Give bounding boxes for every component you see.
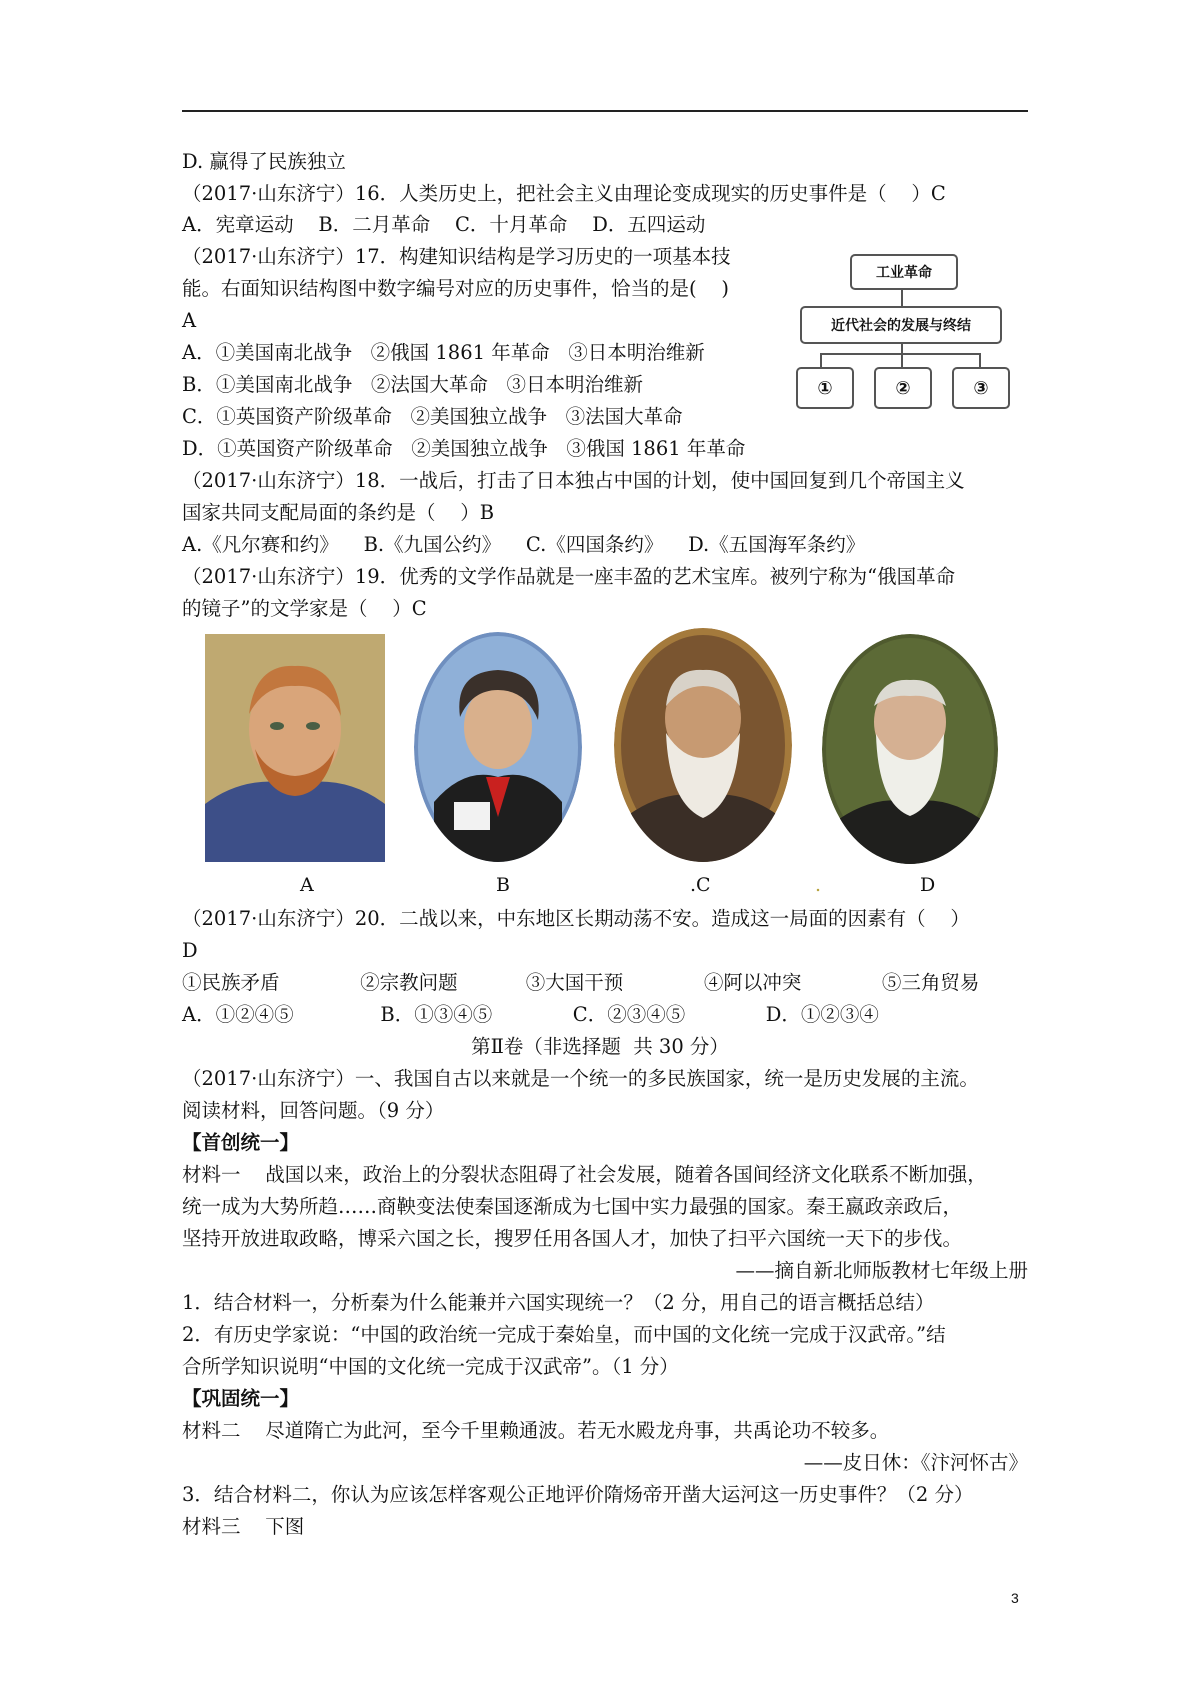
text-line: 1．结合材料一，分析秦为什么能兼并六国实现统一？（2 分，用自己的语言概括总结） xyxy=(182,1291,935,1314)
portrait-label-d: D xyxy=(920,874,936,896)
portrait-darwin xyxy=(822,634,998,864)
knowledge-structure-diagram xyxy=(790,254,1010,426)
portrait-label-c: .C xyxy=(690,874,711,896)
diagram-top-box: 工业革命 xyxy=(850,254,958,290)
source-citation: ——摘自新北师版教材七年级上册 xyxy=(735,1259,1028,1282)
portrait-label-a: A xyxy=(300,874,314,896)
diagram-box-1: ① xyxy=(796,367,854,409)
text-line: （2017·山东济宁）20．二战以来，中东地区长期动荡不安。造成这一局面的因素有（ ） xyxy=(182,907,970,930)
diagram-box-3: ③ xyxy=(952,367,1010,409)
text-line: （2017·山东济宁）17．构建知识结构是学习历史的一项基本技 xyxy=(182,245,731,268)
text-line: 合所学知识说明“中国的文化统一完成于汉武帝”。（1 分） xyxy=(182,1355,679,1378)
section-title: 第Ⅱ卷（非选择题 共 30 分） xyxy=(471,1035,729,1058)
text-line: 2．有历史学家说：“中国的政治统一完成于秦始皇，而中国的文化统一完成于汉武帝。”结 xyxy=(182,1323,946,1346)
text-line: （2017·山东济宁）18．一战后，打击了日本独占中国的计划，使中国回复到几个帝国主义 xyxy=(182,469,965,492)
diagram-connector xyxy=(901,353,903,367)
text-line: 的镜子”的文学家是（ ）C xyxy=(182,597,427,620)
portrait-label-dot: . xyxy=(815,874,822,896)
text-line: 能。右面知识结构图中数字编号对应的历史事件，恰当的是( ) xyxy=(182,277,730,300)
diagram-connector xyxy=(901,288,903,306)
text-line: C．①英国资产阶级革命 ②美国独立战争 ③法国大革命 xyxy=(182,405,683,428)
text-line: D. 赢得了民族独立 xyxy=(182,150,346,173)
text-line: 材料三 下图 xyxy=(182,1515,305,1538)
text-line: A xyxy=(182,309,197,332)
page-number: 3 xyxy=(1011,1590,1019,1606)
diagram-box-2: ② xyxy=(874,367,932,409)
portrait-label-b: B xyxy=(496,874,510,896)
text-line: D xyxy=(182,939,198,962)
diagram-middle-box: 近代社会的发展与终结 xyxy=(800,306,1002,344)
text-line: 3．结合材料二，你认为应该怎样客观公正地评价隋炀帝开凿大运河这一历史事件？（2 分） xyxy=(182,1483,974,1506)
text-line: D．①英国资产阶级革命 ②美国独立战争 ③俄国 1861 年革命 xyxy=(182,437,746,460)
text-line: 阅读材料，回答问题。（9 分） xyxy=(182,1099,445,1122)
text-line: （2017·山东济宁）一、我国自古以来就是一个统一的多民族国家，统一是历史发展的主流。 xyxy=(182,1067,979,1090)
text-line: A．①②④⑤ B．①③④⑤ C．②③④⑤ D．①②③④ xyxy=(182,1003,879,1026)
text-line: 坚持开放进取政略，博采六国之长，搜罗任用各国人才，加快了扫平六国统一天下的步伐。 xyxy=(182,1227,963,1250)
text-line: （2017·山东济宁）16．人类历史上，把社会主义由理论变成现实的历史事件是（ ）C xyxy=(182,182,946,205)
diagram-connector xyxy=(820,353,980,355)
text-line: 材料一 战国以来，政治上的分裂状态阻碍了社会发展，随着各国间经济文化联系不断加强， xyxy=(182,1163,987,1186)
portrait-beethoven xyxy=(414,632,582,862)
text-line: A.《凡尔赛和约》 B.《九国公约》 C.《四国条约》 D.《五国海军条约》 xyxy=(182,533,866,556)
text-line: 材料二 尽道隋亡为此河，至今千里赖通波。若无水殿龙舟事，共禹论功不较多。 xyxy=(182,1419,890,1442)
diagram-connector xyxy=(979,353,981,367)
portrait-van-gogh xyxy=(205,634,385,862)
section-heading: 【首创统一】 xyxy=(182,1131,300,1154)
text-line: ①民族矛盾 ②宗教问题 ③大国干预 ④阿以冲突 ⑤三角贸易 xyxy=(182,971,980,994)
text-line: 统一成为大势所趋……商鞅变法使秦国逐渐成为七国中实力最强的国家。秦王嬴政亲政后， xyxy=(182,1195,963,1218)
text-line: 国家共同支配局面的条约是（ ）B xyxy=(182,501,495,524)
section-heading: 【巩固统一】 xyxy=(182,1387,300,1410)
diagram-connector xyxy=(820,353,822,367)
header-rule xyxy=(182,110,1028,112)
text-line: A．①美国南北战争 ②俄国 1861 年革命 ③日本明治维新 xyxy=(182,341,705,364)
text-line: B．①美国南北战争 ②法国大革命 ③日本明治维新 xyxy=(182,373,644,396)
text-line: （2017·山东济宁）19．优秀的文学作品就是一座丰盈的艺术宝库。被列宁称为“俄国革命 xyxy=(182,565,956,588)
portrait-tolstoy xyxy=(614,628,792,862)
text-line: A．宪章运动 B．二月革命 C．十月革命 D．五四运动 xyxy=(182,213,706,236)
source-citation: ——皮日休：《汴河怀古》 xyxy=(803,1451,1028,1474)
